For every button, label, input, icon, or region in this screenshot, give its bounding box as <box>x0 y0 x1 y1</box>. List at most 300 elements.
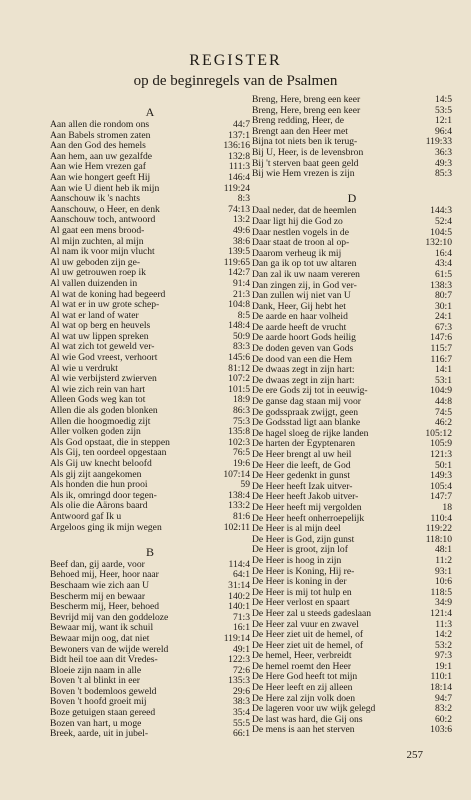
entry-reference: 16:1 <box>232 622 250 634</box>
entry-text: De Heer is hoog in zijn <box>252 555 342 566</box>
entry-text: Breng redding, Heer, de <box>252 116 345 127</box>
entry-reference: 18:9 <box>232 394 250 406</box>
entry-reference: 14:5 <box>434 94 452 105</box>
index-entry <box>50 321 250 332</box>
index-entry <box>252 376 452 387</box>
index-entry <box>252 725 452 736</box>
entry-text: Dan ga ik op tot uw altaren <box>252 259 357 270</box>
entry-reference: 105:12 <box>425 427 452 439</box>
index-entry <box>50 697 250 708</box>
index-entry <box>50 268 250 279</box>
entry-reference: 24:1 <box>434 311 452 323</box>
index-entry <box>252 355 452 366</box>
entry-text: Bewaar mijn oog, dat niet <box>50 633 150 644</box>
entry-text: Al wie u verdrukt <box>50 363 118 374</box>
index-entry <box>50 406 250 417</box>
entry-reference: 36:3 <box>434 146 452 158</box>
entry-text: Al wat de koning had begeerd <box>50 289 166 300</box>
index-entry <box>50 395 250 406</box>
entry-reference: 104:5 <box>430 226 452 238</box>
index-entry <box>252 228 452 239</box>
entry-reference: 110:4 <box>430 512 452 524</box>
entry-reference: 85:3 <box>434 168 452 180</box>
entry-text: Daal neder, dat de heemlen <box>252 206 357 217</box>
entry-text: De Heer verlost en spaart <box>252 598 350 609</box>
entry-reference: 132:8 <box>228 150 250 162</box>
index-entry <box>50 385 250 396</box>
index-entry <box>50 623 250 634</box>
entry-text: Als gij zijt aangekomen <box>50 469 142 480</box>
entry-reference: 53:1 <box>434 374 452 386</box>
entry-text: De Heer is al mijn deel <box>252 524 341 535</box>
entry-reference: 104:8 <box>228 299 250 311</box>
index-entry <box>252 238 452 249</box>
entry-reference: 119:33 <box>425 136 452 148</box>
entry-reference: 118:5 <box>430 586 452 598</box>
index-entry <box>252 641 452 652</box>
index-entry <box>252 567 452 578</box>
section-letter: A <box>145 105 155 119</box>
entry-reference: 76:5 <box>232 447 250 459</box>
index-entry <box>50 279 250 290</box>
entry-text: Breng, Here, breng een keer <box>252 105 361 116</box>
entry-reference: 138:3 <box>430 279 452 291</box>
entry-reference: 35:4 <box>232 707 250 719</box>
entry-text: De dood van een die Hem <box>252 354 352 365</box>
entry-reference: 81:6 <box>232 510 250 522</box>
index-entry <box>252 302 452 313</box>
entry-text: Alleen Gods weg kan tot <box>50 395 146 406</box>
index-entry <box>50 311 250 322</box>
index-entry <box>252 127 452 138</box>
index-entry <box>252 106 452 117</box>
entry-reference: 67:3 <box>434 321 452 333</box>
index-entry <box>252 450 452 461</box>
entry-reference: 121:3 <box>430 449 452 460</box>
index-entry <box>50 581 250 592</box>
entry-reference: 83:3 <box>232 341 250 353</box>
entry-reference: 50:9 <box>232 330 250 342</box>
index-entry <box>50 470 250 481</box>
index-entry <box>50 300 250 311</box>
index-entry <box>50 427 250 438</box>
entry-reference: 107:14 <box>223 468 250 480</box>
entry-text: De Heer ziet uit de hemel, of <box>252 640 364 651</box>
entry-reference: 148:4 <box>228 320 250 332</box>
entry-reference: 107:2 <box>228 373 250 385</box>
entry-text: De Heer is groot, zijn lof <box>252 545 348 556</box>
entry-text: Brengt aan den Heer met <box>252 126 348 137</box>
entry-text: De Heer is Koning, Hij re- <box>252 566 355 577</box>
entry-text: De harten der Egyptenaren <box>252 439 356 450</box>
entry-text: Beef dan, gij aarde, voor <box>50 559 145 570</box>
index-entry <box>252 662 452 673</box>
entry-reference: 55:5 <box>232 717 250 729</box>
index-entry <box>50 141 250 152</box>
index-entry <box>50 258 250 269</box>
entry-reference: 44:7 <box>232 119 250 130</box>
entry-reference: 30:1 <box>434 300 452 312</box>
entry-reference: 46:2 <box>434 417 452 429</box>
entry-text: Al wie God vreest, verhoort <box>50 353 158 364</box>
entry-reference: 53:2 <box>434 639 452 651</box>
index-entry <box>252 556 452 567</box>
entry-text: Bij 't sterven baat geen geld <box>252 158 359 169</box>
entry-reference: 115:7 <box>430 343 452 355</box>
entry-reference: 114:4 <box>228 558 250 570</box>
index-entry <box>252 116 452 127</box>
entry-reference: 111:3 <box>228 161 250 173</box>
entry-text: Aan Babels stromen zaten <box>50 130 151 141</box>
index-entry <box>252 333 452 344</box>
index-entry <box>252 704 452 715</box>
entry-text: Als ik, omringd door tegen- <box>50 490 157 501</box>
entry-text: De Heer heeft Jakob uitver- <box>252 492 359 503</box>
entry-reference: 96:4 <box>434 125 452 137</box>
entry-reference: 21:3 <box>232 288 250 300</box>
index-entry <box>252 503 452 514</box>
entry-reference: 103:6 <box>430 724 452 736</box>
index-entry <box>252 386 452 397</box>
entry-text: De Here God heeft tot mijn <box>252 672 358 683</box>
index-entry <box>50 152 250 163</box>
entry-text: Boven 't al blinkt in eer <box>50 676 140 687</box>
index-entry <box>252 323 452 334</box>
entry-reference: 16:4 <box>434 247 452 259</box>
entry-text: De Heer zal vuur en zwavel <box>252 619 359 630</box>
entry-text: De doden geven van Gods <box>252 344 354 355</box>
entry-reference: 14:2 <box>434 629 452 641</box>
entry-text: Aanschouw ik 's nachts <box>50 194 140 205</box>
entry-text: De Heer zal u steeds gadeslaan <box>252 608 372 619</box>
index-entry <box>50 438 250 449</box>
entry-text: Aan den God des hemels <box>50 141 146 152</box>
index-entry <box>50 364 250 375</box>
entry-text: De Heer heeft onherroepelijk <box>252 513 365 524</box>
section-letter: D <box>347 191 357 206</box>
index-entry <box>50 353 250 364</box>
index-entry <box>50 162 250 173</box>
entry-reference: 145:6 <box>228 352 250 364</box>
entry-reference: 75:3 <box>232 415 250 427</box>
index-entry <box>50 459 250 470</box>
entry-reference: 66:1 <box>232 728 250 740</box>
index-entry <box>50 374 250 385</box>
entry-reference: 8:3 <box>237 193 250 205</box>
index-entry <box>50 215 250 226</box>
entry-reference: 104:9 <box>430 385 452 397</box>
entry-text: De Heer is mij tot hulp en <box>252 587 352 598</box>
index-entry <box>252 482 452 493</box>
entry-reference: 48:1 <box>434 544 452 556</box>
index-entry <box>252 683 452 694</box>
entry-text: De Heer brengt al uw heil <box>252 450 352 460</box>
index-entry <box>252 715 452 726</box>
index-entry <box>252 270 452 281</box>
entry-text: Bewaar mij, want ik schuil <box>50 623 154 634</box>
index-entry <box>50 290 250 301</box>
entry-reference: 142:7 <box>228 267 250 279</box>
entry-text: Al wat zich tot geweld ver- <box>50 342 155 353</box>
entry-reference: 53:5 <box>434 104 452 116</box>
entry-text: Daar staat de troon al op- <box>252 238 350 249</box>
entry-reference: 72:6 <box>232 664 250 676</box>
section-letter: B <box>145 544 154 559</box>
entry-reference: 105:4 <box>430 480 452 492</box>
entry-reference: 138:4 <box>228 489 250 501</box>
entry-text: Bijna tot niets ben ik terug- <box>252 137 358 148</box>
entry-text: De ere Gods zij tot in eeuwig- <box>252 386 368 397</box>
entry-reference: 91:4 <box>232 277 250 289</box>
index-column-left <box>50 104 250 740</box>
entry-text: De Heer gedenkt in gunst <box>252 471 351 482</box>
entry-text: De lageren voor uw wijk gelegd <box>252 704 376 715</box>
entry-reference: 121:4 <box>430 607 452 619</box>
index-entry <box>50 226 250 237</box>
entry-text: Al wie verbijsterd zwierven <box>50 374 157 385</box>
entry-text: Breek, aarde, uit in jubel- <box>50 729 149 740</box>
index-entry <box>252 259 452 270</box>
entry-text: Aan wie U dient heb ik mijn <box>50 183 160 194</box>
index-entry <box>50 687 250 698</box>
entry-reference: 34:9 <box>434 597 452 609</box>
entry-reference: 11:3 <box>435 618 452 630</box>
index-entry <box>50 491 250 502</box>
index-column-right <box>252 95 452 736</box>
entry-reference: 102:11 <box>223 521 250 533</box>
entry-reference: 136:16 <box>223 140 250 152</box>
index-entry <box>50 342 250 353</box>
index-entry <box>252 461 452 472</box>
index-entry <box>50 448 250 459</box>
index-entry <box>252 672 452 683</box>
entry-reference: 147:7 <box>430 491 452 503</box>
index-entry <box>252 651 452 662</box>
entry-reference: 19:6 <box>232 458 250 469</box>
entry-reference: 139:5 <box>228 246 250 258</box>
entry-text: Als God opstaat, die in steppen <box>50 437 170 448</box>
entry-text: Al wat uw lippen spreken <box>50 331 149 342</box>
entry-text: De Heer leeft en zij alleen <box>252 683 353 694</box>
entry-text: Aan allen die rondom ons <box>50 120 150 130</box>
entry-text: De Here zal zijn volk doen <box>252 693 356 704</box>
entry-reference: 122:3 <box>228 654 250 666</box>
entry-reference: 64:1 <box>232 569 250 581</box>
index-entry <box>252 609 452 620</box>
entry-text: Antwoord gaf Ik u <box>50 511 122 522</box>
entry-text: De Heer heeft Izak uitver- <box>252 481 353 492</box>
entry-text: Al wat er land of water <box>50 310 139 321</box>
index-entry <box>252 249 452 260</box>
entry-reference: 52:4 <box>434 215 452 227</box>
index-entry <box>50 120 250 131</box>
index-entry <box>50 417 250 428</box>
entry-reference: 38:6 <box>232 235 250 247</box>
entry-reference: 147:6 <box>430 332 452 344</box>
entry-text: Al uw getrouwen roep ik <box>50 268 146 279</box>
index-entry <box>50 523 250 534</box>
page-subtitle: op de beginregels van de Psalmen <box>133 73 338 89</box>
entry-text: Als Gij, ten oordeel opgestaan <box>50 448 167 459</box>
entry-reference: 144:3 <box>430 205 452 217</box>
entry-text: Al wie zich rein van hart <box>50 384 146 395</box>
entry-text: De hagel sloeg de rijke landen <box>252 428 369 439</box>
entry-text: Allen die als goden blonken <box>50 406 158 417</box>
index-entry <box>50 480 250 491</box>
page-number: 257 <box>406 749 423 761</box>
index-entry <box>252 524 452 535</box>
entry-text: Boven 't hoofd groeit mij <box>50 697 147 708</box>
entry-reference: 149:3 <box>430 470 452 482</box>
entry-reference: 94:7 <box>434 692 452 704</box>
entry-reference: 14:1 <box>434 364 452 376</box>
entry-reference: 61:5 <box>434 268 452 280</box>
index-entry <box>50 512 250 523</box>
index-entry <box>50 332 250 343</box>
index-entry <box>50 634 250 645</box>
index-entry <box>50 184 250 195</box>
index-entry <box>252 365 452 376</box>
entry-reference: 74:13 <box>228 203 250 215</box>
entry-reference: 59 <box>240 479 250 491</box>
entry-reference: 38:3 <box>232 696 250 708</box>
index-entry <box>252 620 452 631</box>
index-entry <box>252 148 452 159</box>
index-entry <box>252 492 452 503</box>
entry-text: Al wat er in uw grote schep- <box>50 300 160 311</box>
entry-text: Bewoners van de wijde wereld <box>50 644 169 655</box>
index-entry <box>50 676 250 687</box>
index-entry <box>50 247 250 258</box>
index-entry <box>50 613 250 624</box>
entry-reference: 80:7 <box>434 290 452 302</box>
entry-text: Allen die hoogmoedig zijt <box>50 416 151 427</box>
entry-reference: 19:1 <box>434 660 452 672</box>
entry-reference: 119:65 <box>223 256 250 268</box>
entry-reference: 135:8 <box>228 426 250 438</box>
entry-reference: 119:14 <box>223 632 250 644</box>
entry-reference: 119:22 <box>425 523 452 535</box>
index-entry <box>252 312 452 323</box>
entry-reference: 71:3 <box>232 611 250 623</box>
entry-reference: 83:2 <box>434 703 452 715</box>
entry-text: Al nam ik voor mijn vlucht <box>50 247 155 258</box>
entry-reference: 116:7 <box>430 353 452 365</box>
entry-reference: 13:2 <box>232 214 250 226</box>
entry-text: Behoed mij, Heer, hoor naar <box>50 570 159 581</box>
entry-text: De dwaas zegt in zijn hart: <box>252 375 355 386</box>
entry-text: Daarom verheug ik mij <box>252 248 342 259</box>
index-entry <box>252 630 452 641</box>
index-entry <box>252 535 452 546</box>
entry-text: De Heer is God, zijn gunst <box>252 534 355 545</box>
entry-text: Al wat op berg en heuvels <box>50 321 151 332</box>
index-entry <box>50 237 250 248</box>
entry-text: Al gaat een mens brood- <box>50 225 145 236</box>
entry-text: Aan wie Hem vrezen gaf <box>50 162 146 173</box>
entry-text: Als olie die Aärons baard <box>50 501 148 512</box>
entry-reference: 31:14 <box>228 579 250 591</box>
page-title: REGISTER <box>189 52 282 69</box>
index-entry <box>50 131 250 142</box>
entry-text: Aanschouw, o Heer, en denk <box>50 204 160 215</box>
index-entry <box>252 429 452 440</box>
entry-reference: 11:2 <box>435 554 452 566</box>
index-entry <box>50 205 250 216</box>
entry-text: Boze getuigen staan gereed <box>50 708 156 719</box>
entry-text: Aller volken goden zijn <box>50 427 141 438</box>
entry-text: De aarde heeft de vrucht <box>252 322 347 333</box>
index-entry <box>252 281 452 292</box>
index-entry <box>50 666 250 677</box>
entry-reference: 140:1 <box>228 601 250 613</box>
entry-reference: 102:3 <box>228 436 250 448</box>
index-entry <box>50 173 250 184</box>
entry-text: Breng, Here, breng een keer <box>252 95 361 105</box>
entry-reference: 101:5 <box>228 383 250 395</box>
entry-reference: 74:5 <box>434 406 452 418</box>
entry-reference: 93:1 <box>434 565 452 577</box>
entry-text: Al mijn zuchten, al mijn <box>50 236 144 247</box>
entry-reference: 118:10 <box>425 533 452 545</box>
entry-text: Dank, Heer, Gij hebt het <box>252 301 346 312</box>
entry-text: Aan hem, aan uw gezalfde <box>50 151 153 162</box>
index-entry <box>50 560 250 571</box>
entry-reference: 49:1 <box>232 643 250 655</box>
entry-reference: 43:4 <box>434 258 452 270</box>
entry-text: De hemel, Heer, verbreidt <box>252 651 352 662</box>
entry-text: Bozen van hart, u moge <box>50 718 142 729</box>
entry-text: Daar ligt hij die God zo <box>252 216 343 227</box>
entry-reference: 140:2 <box>228 590 250 602</box>
entry-text: Als honden die hun prooi <box>50 480 148 491</box>
entry-reference: 8:5 <box>237 309 250 321</box>
entry-text: De aarde en haar volheid <box>252 312 348 323</box>
entry-text: De Heer heeft mij vergolden <box>252 502 362 513</box>
index-entry <box>252 408 452 419</box>
entry-text: De mens is aan het sterven <box>252 725 355 736</box>
entry-text: De dwaas zegt in zijn hart: <box>252 365 355 376</box>
entry-text: Daar nestlen vogels in de <box>252 227 349 238</box>
entry-text: Al vallen duizenden in <box>50 278 138 289</box>
entry-reference: 110:1 <box>430 671 452 683</box>
entry-reference: 18:14 <box>430 682 452 694</box>
entry-reference: 18 <box>442 501 452 513</box>
entry-text: De Heer die leeft, de God <box>252 460 351 471</box>
entry-reference: 119:24 <box>223 182 250 194</box>
entry-reference: 44:8 <box>434 396 452 408</box>
entry-text: Dan zal ik uw naam vereren <box>252 269 360 280</box>
index-entry <box>252 159 452 170</box>
entry-text: Bij wie Hem vrezen is zijn <box>252 169 355 180</box>
entry-reference: 137:1 <box>228 129 250 141</box>
index-entry <box>252 169 452 180</box>
entry-text: Bevrijd mij van den goddeloze <box>50 612 169 623</box>
index-entry <box>50 592 250 603</box>
entry-text: Aanschouw toch, antwoord <box>50 215 156 226</box>
index-entry <box>50 708 250 719</box>
entry-reference: 132:10 <box>425 237 452 249</box>
index-entry <box>252 217 452 228</box>
entry-reference: 49:6 <box>232 224 250 236</box>
index-entry <box>252 694 452 705</box>
index-entry <box>50 645 250 656</box>
entry-text: Bidt heil toe aan dit Vredes- <box>50 655 158 666</box>
entry-reference: 49:3 <box>434 157 452 169</box>
index-entry <box>252 439 452 450</box>
entry-reference: 12:1 <box>434 115 452 127</box>
index-entry <box>252 95 452 106</box>
